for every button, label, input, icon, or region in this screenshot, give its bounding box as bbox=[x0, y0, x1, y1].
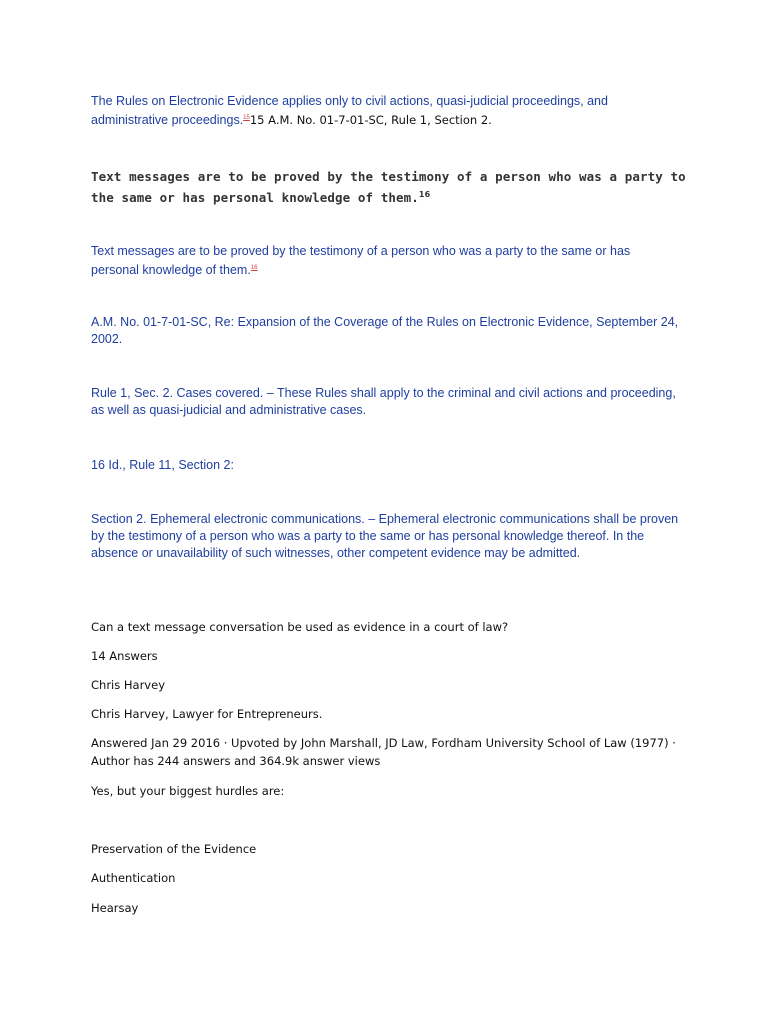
hurdle-item: Authentication bbox=[91, 871, 176, 885]
paragraph-text-messages bbox=[91, 243, 681, 279]
paragraph-id-rule-11: 16 Id., Rule 11, Section 2: bbox=[91, 458, 234, 472]
answers-count: 14 Answers bbox=[91, 649, 158, 663]
heading-footnote-16: 16 bbox=[418, 190, 431, 199]
author-credential: Chris Harvey, Lawyer for Entrepreneurs. bbox=[91, 707, 323, 721]
hurdle-item: Preservation of the Evidence bbox=[91, 842, 257, 856]
paragraph-text: The Rules on Electronic Evidence applies only to civil actions, quasi-judicial proceedings, and administrative proceedings. bbox=[91, 94, 608, 128]
footnote-citation: 15 A.M. No. 01-7-01-SC, Rule 1, Section 2. bbox=[249, 113, 492, 128]
paragraph-rules-scope bbox=[91, 93, 681, 129]
footnote-ref-16[interactable]: 16 bbox=[250, 265, 258, 271]
paragraph-rule-1-sec-2: Rule 1, Sec. 2. Cases covered. – These Rules shall apply to the criminal and civil actions and proceeding, as well as quasi-judicial and administrative cases. bbox=[91, 386, 676, 417]
hurdle-item: Hearsay bbox=[91, 901, 139, 915]
paragraph-section-2-ephemeral: Section 2. Ephemeral electronic communications. – Ephemeral electronic communications shall be proven by the testimony of a person who was a party to the same or has personal knowledge thereof. In the absence or unavailability of such witnesses, other competent evidence may be admitted. bbox=[91, 512, 679, 560]
answer-intro: Yes, but your biggest hurdles are: bbox=[91, 784, 285, 798]
heading-text: Text messages are to be proved by the testimony of a person who was a party to the same or has personal knowledge of them. bbox=[91, 169, 686, 206]
footnote-ref-15[interactable]: 15 bbox=[243, 115, 250, 121]
question-title: Can a text message conversation be used as evidence in a court of law? bbox=[91, 620, 509, 634]
paragraph-am-no: A.M. No. 01-7-01-SC, Re: Expansion of the Coverage of the Rules on Electronic Evidence, September 24, 2002. bbox=[91, 315, 679, 346]
bold-heading bbox=[91, 168, 691, 207]
author-name: Chris Harvey bbox=[91, 678, 165, 692]
answer-meta: Answered Jan 29 2016 · Upvoted by John Marshall, JD Law, Fordham University School of Law (1977) · Author has 244 answers and 364.9k answer views bbox=[91, 736, 676, 768]
paragraph-text: Text messages are to be proved by the testimony of a person who was a party to the same or has personal knowledge of them. bbox=[91, 244, 631, 278]
